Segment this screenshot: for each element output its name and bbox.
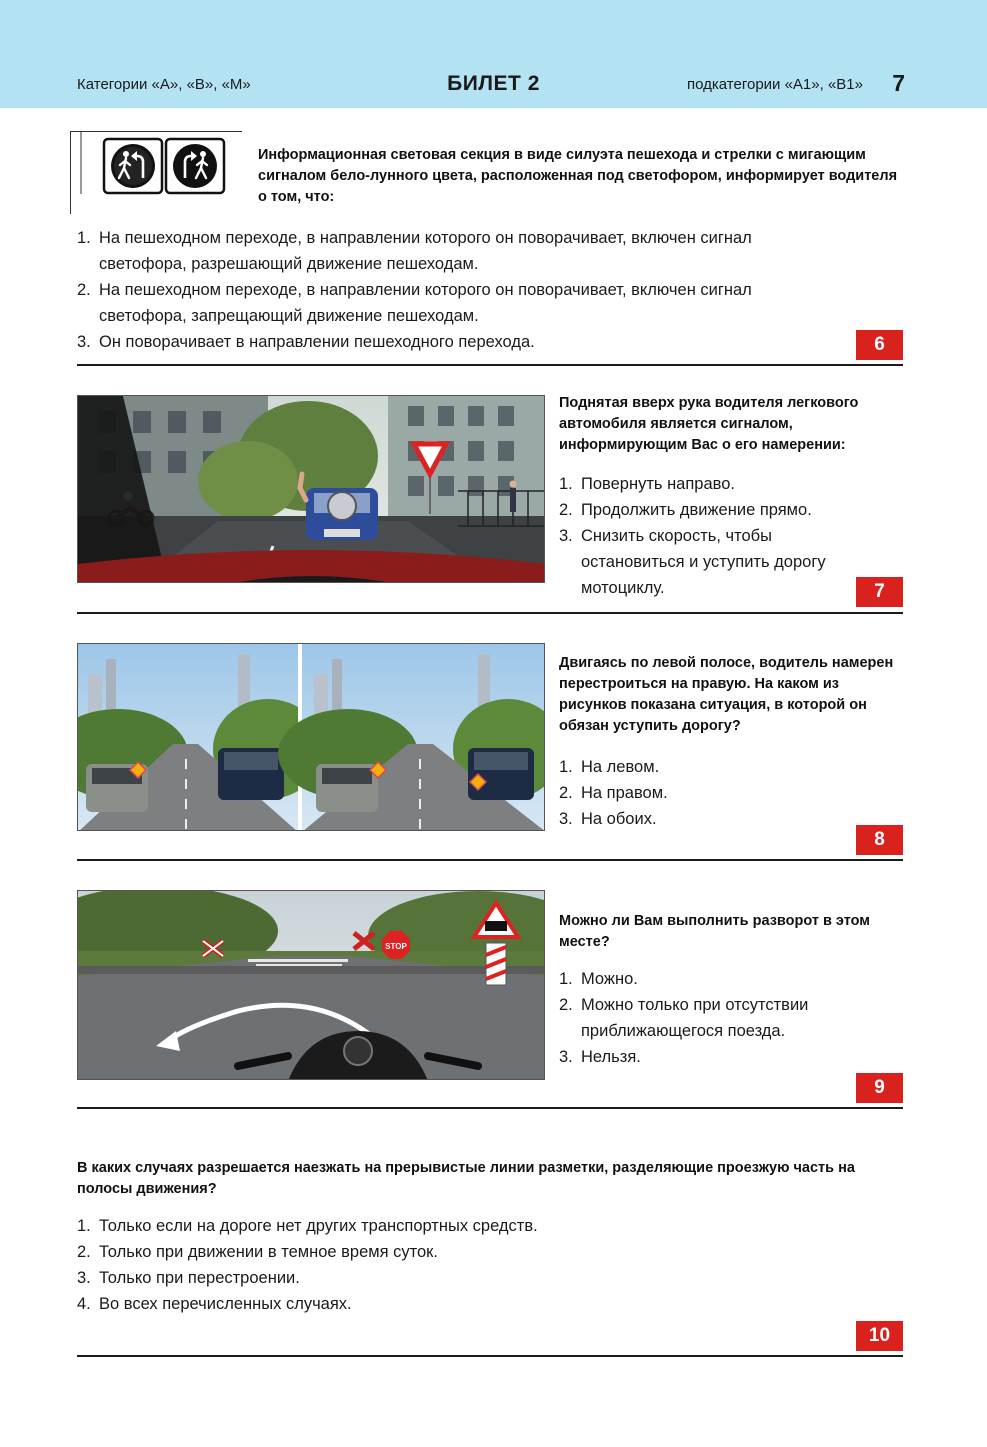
question-9-answers bbox=[559, 966, 879, 1070]
answer-option[interactable]: 4. Во всех перечисленных случаях. bbox=[77, 1295, 352, 1313]
question-10-answers bbox=[77, 1213, 877, 1317]
question-8-answers bbox=[559, 754, 879, 832]
two-lane-comparison-illustration bbox=[78, 644, 545, 831]
answer-option[interactable]: 3. Только при перестроении. bbox=[77, 1269, 300, 1287]
divider bbox=[77, 859, 903, 861]
answer-option[interactable]: 1. На пешеходном переходе, в направлении которого он поворачивает, включен сигнал светофора, разрешающий движение пешеходам. bbox=[77, 229, 752, 273]
question-10-number-badge: 10 bbox=[856, 1321, 903, 1351]
answer-option[interactable]: 1. Повернуть направо. bbox=[559, 475, 735, 493]
answer-option[interactable]: 2. Можно только при отсутствии приближающегося поезда. bbox=[559, 996, 809, 1040]
page-number: 7 bbox=[892, 70, 905, 96]
question-9-photo bbox=[77, 890, 545, 1080]
pedestrian-arrow-sections-icon bbox=[71, 132, 243, 215]
divider bbox=[77, 612, 903, 614]
question-7-answers bbox=[559, 471, 879, 601]
street-scene-illustration bbox=[78, 396, 545, 583]
question-7-text: Поднятая вверх рука водителя легкового автомобиля является сигналом, информирующим Вас о его намерении: bbox=[559, 395, 859, 453]
answer-option[interactable]: 1. Можно. bbox=[559, 970, 638, 988]
question-9-number-badge: 9 bbox=[856, 1073, 903, 1103]
answer-option[interactable]: 1. Только если на дороге нет других транспортных средств. bbox=[77, 1217, 538, 1235]
answer-option[interactable]: 2. Только при движении в темное время суток. bbox=[77, 1243, 438, 1261]
question-10-text: В каких случаях разрешается наезжать на прерывистые линии разметки, разделяющие проезжую часть на полосы движения? bbox=[77, 1160, 855, 1197]
answer-option[interactable]: 3. Снизить скорость, чтобы остановиться и уступить дорогу мотоциклу. bbox=[559, 527, 826, 597]
question-8-text: Двигаясь по левой полосе, водитель намерен перестроиться на правую. На каком из рисунков показана ситуация, в которой он обязан уступить дорогу? bbox=[559, 655, 894, 734]
ticket-title: БИЛЕТ 2 bbox=[447, 72, 540, 95]
answer-option[interactable]: 2. Продолжить движение прямо. bbox=[559, 501, 812, 519]
header-subcategories: подкатегории «А1», «В1» bbox=[687, 76, 863, 93]
answer-option[interactable]: 3. Он поворачивает в направлении пешеходного перехода. bbox=[77, 333, 535, 351]
divider bbox=[77, 364, 903, 366]
answer-option[interactable]: 1. На левом. bbox=[559, 758, 660, 776]
traffic-light-section-figure bbox=[70, 131, 242, 214]
question-7-number-badge: 7 bbox=[856, 577, 903, 607]
question-8-photo bbox=[77, 643, 545, 831]
header-categories: Категории «А», «В», «М» bbox=[77, 76, 251, 93]
stop-sign-text: STOP bbox=[385, 942, 407, 951]
answer-option[interactable]: 3. На обоих. bbox=[559, 810, 657, 828]
question-6-answers bbox=[77, 225, 877, 355]
railway-crossing-uturn-illustration bbox=[78, 891, 545, 1080]
question-8-number-badge: 8 bbox=[856, 825, 903, 855]
answer-option[interactable]: 2. На правом. bbox=[559, 784, 668, 802]
question-6-text: Информационная световая секция в виде силуэта пешехода и стрелки с мигающим сигналом бело-лунного цвета, расположенная под светофором, информирует водителя о том, что: bbox=[258, 147, 898, 205]
answer-option[interactable]: 2. На пешеходном переходе, в направлении которого он поворачивает, включен сигнал светофора, запрещающий движение пешеходам. bbox=[77, 281, 752, 325]
question-9-text: Можно ли Вам выполнить разворот в этом месте? bbox=[559, 913, 871, 950]
divider bbox=[77, 1107, 903, 1109]
divider bbox=[77, 1355, 903, 1357]
answer-option[interactable]: 3. Нельзя. bbox=[559, 1048, 641, 1066]
question-7-photo bbox=[77, 395, 545, 583]
question-6-number-badge: 6 bbox=[856, 330, 903, 360]
